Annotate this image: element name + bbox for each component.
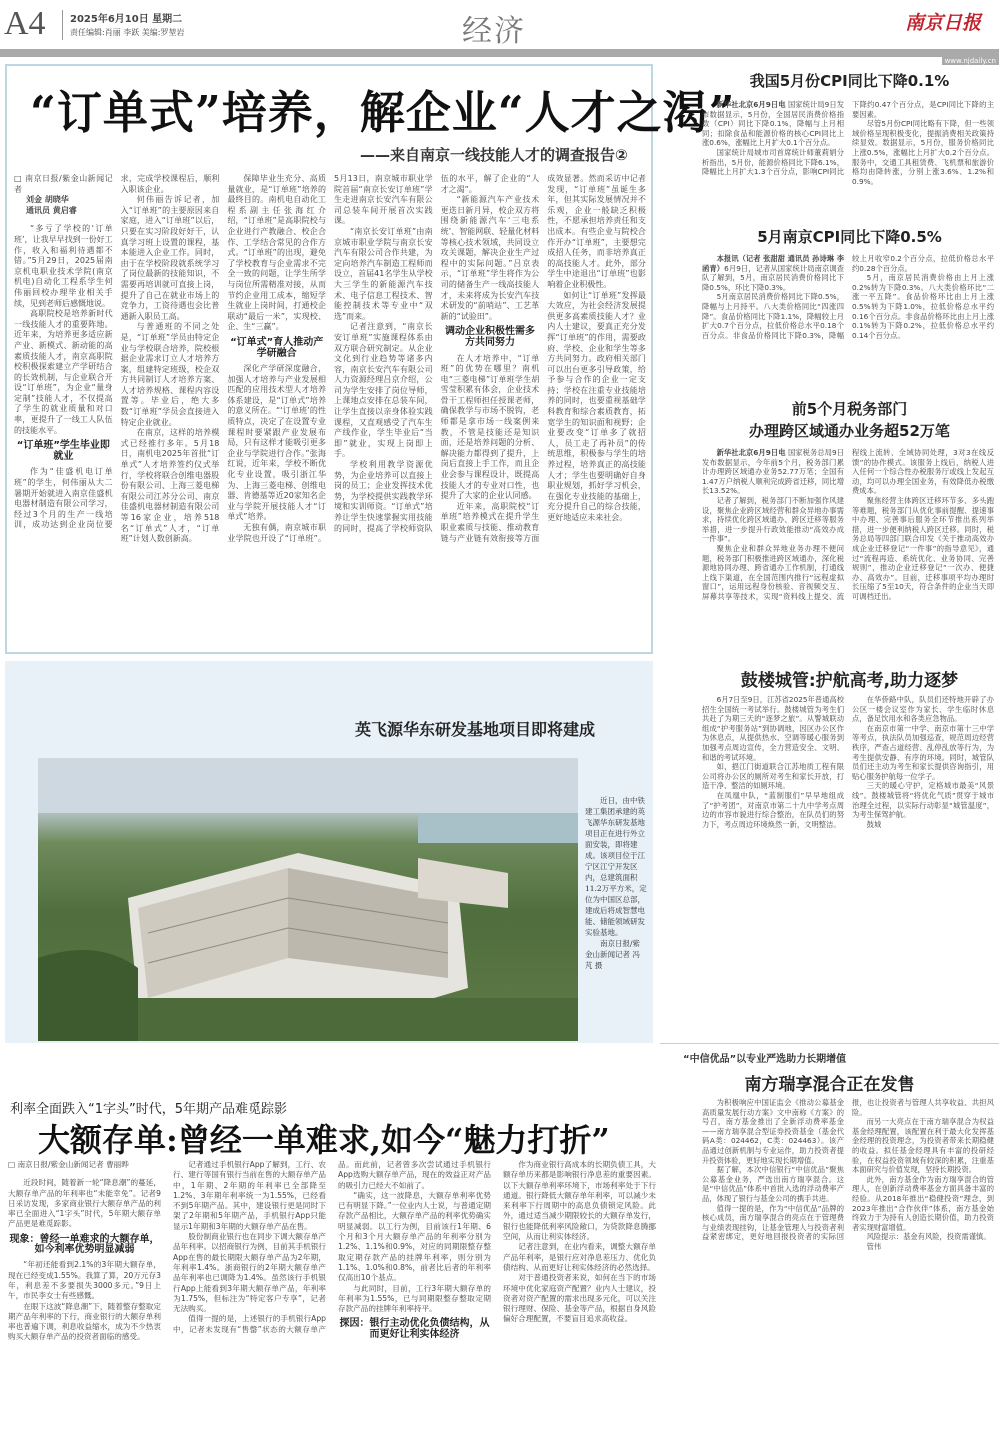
byline: □ 南京日报/紫金山新闻记者 曹丽晔 xyxy=(8,1160,129,1169)
text: 在南京市第一中学、南京市第十三中学等考点，执法队员加强巡查，规范周边经营秩序，严查占道经营、乱停乱放等行为，为考生提供安静、有序的环境。同时，城管队员们还主动为考生和家长提供咨询指引，用贴心服务护航每一位学子。 xyxy=(852,723,994,781)
paragraph xyxy=(503,1160,656,1242)
text: 对于普通投资者来说，如何在当下的市场环境中优化家庭资产配置？业内人士建议，投资者对资产配置的需求出现多元化，可以关注银行理财、保险、基金等产品，根据自身风险偏好合理配置，不要盲目追求高收益。 xyxy=(503,1273,656,1324)
paragraph xyxy=(852,1175,994,1233)
paragraph xyxy=(852,273,994,340)
text: 近段时间，随着新一轮“降息潮”的蔓延，大额存单产品的年利率也“未能幸免”。记者9日采访发现，多家商业银行大额存单产品的利率已全面进入“1字头”时代，5年期大额存单产品更是难觅踪影。 xyxy=(8,1178,161,1229)
header-bar xyxy=(0,49,999,57)
paragraph xyxy=(14,224,113,309)
subheading xyxy=(227,338,326,359)
text: 6月9日，记者从国家统计局南京调查队了解到，5月，南京居民消费价格同比下降0.5%，环比下降0.3%。 xyxy=(702,263,844,292)
paragraph xyxy=(121,195,220,322)
text: 保障毕业生充分、高质量就业，是“订单班”培养的最终目的。南机电自动化工程系副主任张海红介绍，“订单班”是高职院校与企业进行产教融合、校企合作、工学结合常见的合作方式。“订单班”的出现，避免了学校教育与企业需求不完全一致的问题，让学生所学与岗位所需精准对接，从而节约企业用工成本，缩短学生就业上岗时间，打通校企联动“最后一米”，实现校、企、生“三赢”。 xyxy=(227,174,326,332)
header-divider xyxy=(62,10,63,40)
text: “订单班”学生毕业即就业 xyxy=(16,440,110,462)
paragraph xyxy=(8,1178,161,1229)
text: 国家统计局城市司首席统计师董莉娟分析指出，5月份，能源价格同比下降6.1%，降幅比上月扩大1.3个百分点，影响CPI同比下降约0.47个百分点，是CPI同比下降的主要因素。 xyxy=(702,100,994,177)
fund-headline: 南方瑞享混合正在发售 xyxy=(744,1075,915,1095)
text: 值得一提的是，作为“中信优品”品牌的核心成员，南方瑞享混合的亮点在于管理费与业绩表现挂钩，让基金管理人与投资者利益紧密绑定，更好地回报投资者的实际回报，也让投资者与管理人共享收益、共担风险。 xyxy=(702,1098,994,1242)
paragraph xyxy=(121,428,220,545)
text: 与此同时，目前，工行3年期大额存单的年利率为1.55%，已与同期限整存整取定期存款产品的挂牌年利率持平。 xyxy=(338,1283,491,1314)
text: 在凤凰中队，“蓝制服们”早早地组成了“护考团”，对南京市第二十九中学考点周边的市容市貌进行综合整治，在队员们的努力下，考点周边环境焕然一新，文明整洁。 xyxy=(702,790,844,829)
text: “订单式”育人推动产学研融合 xyxy=(230,336,324,359)
paragraph xyxy=(702,791,844,829)
fund-body xyxy=(702,1098,994,1252)
text: 记者通过手机银行App了解到，工行、农行、建行等国有银行当前在售的大额存单产品中，1年期、2年期的年利率已全部降至1.2%、3年期年利率统一为1.55%，已经看不到5年期产品。其中，建设银行更是同时下架了2年期和5年期产品，手机银行App只能显示1年期和3年期的大额存单产品在售。 xyxy=(173,1160,326,1231)
paragraph xyxy=(852,1232,994,1242)
cpi-body xyxy=(702,100,994,186)
text: 尽管5月份CPI同比略有下降，但一些领域价格呈现积极变化，提振消费相关政策持续显效。数据显示，5月份，服务价格同比上涨0.5%，涨幅比上月扩大0.2个百分点。服务中，交通工具租赁费、飞机票和旅游价格均由降转涨，分别上涨3.6%、1.2%和0.9%。 xyxy=(852,119,994,186)
fund-kicker: “中信优品”以专业严选助力长期增值 xyxy=(683,1054,847,1065)
text: 作为商业银行高成本的长期负债工具，大额存单历来都是影响银行净息差的重要因素。以下大额存单利率环境下，市场利率处于下行通道。银行降低大额存单年利率，可以减少未来利率下行周期中的高息负债锁定风险。此外，通过适当减少期限较长的大额存单发行，银行也能降低利率风险敞口，为贷款降息腾挪空间，从而让利实体经济。 xyxy=(503,1160,656,1242)
paragraph xyxy=(334,322,433,460)
feature-headline: “订单式”培养，解企业“人才之渴” xyxy=(30,86,736,139)
text: 记者了解到，税务部门不断加强作风建设，聚焦企业跨区域经营和群众异地办事需求，持续优化跨区域通办、跨区迁移等服务举措，进一步提升行政效能推动“高效办成一件事”。 xyxy=(702,495,844,544)
paragraph xyxy=(338,1191,491,1284)
gulou-body xyxy=(702,695,994,829)
paragraph xyxy=(852,1117,994,1175)
deposit-kicker: 利率全面跌入“1字头”时代，5年期产品难觅踪影 xyxy=(10,1102,288,1117)
paragraph xyxy=(852,820,994,830)
text: 股份制商业银行也在同步下调大额存单产品年利率。以招商银行为例，目前其手机银行App在售的最长期限大额存单产品为2年期，年利率1.4%。浙商银行的2年期大额存单产品年利率也已调降为1.4%。虽然该行手机银行App上能看到3年期大额存单产品，年利率为1.75%，但标注为“特定客户专享”，记者无法购买。 xyxy=(173,1232,326,1314)
paragraph xyxy=(702,100,844,148)
paragraph xyxy=(8,1260,161,1301)
text: 而另一大亮点在于南方瑞享混合为权益基金经理配置，该配置在利于最大化发挥基金经理的投资理念，为投资者带来长期稳健的收益。拟任基金经理具有丰富的投研经验，在权益投资领域有较深的积累，注重基本面研究与价值发现，坚持长期投资。 xyxy=(852,1117,994,1175)
text: “多亏了学校的‘订单班’，让我早早找到一份好工作，收入和福利待遇都不错。”5月29日，2025届南京机电职业技术学院(南京机电)自动化工程系学生何伟丽回校办理毕业相关手续，见到老师后感慨地说。 xyxy=(14,224,113,308)
feature-subtitle: ——来自南京一线技能人才的调查报告② xyxy=(360,146,628,164)
photo-illustration xyxy=(38,758,578,1041)
text: “新能源汽车产业技术更迭日新月异，校企双方将围绕新能源汽车‘三电系统’、智能网联、轻量化材料等核心技术领域，共同设立攻关课题，解决企业生产过程中的实际问题。”吕京表示，“订单班”学生将作为公司的储备生产一线高技能人才，未来将成为长安汽车技术研发的“前哨站”、工艺革新的“试验田”。 xyxy=(440,195,540,321)
text: “年初还能看到2.1%的3年期大额存单，现在已经变成1.55%。我算了算，20万元存3年，利息差不多要损失3000多元。”9日上午，市民李女士有些感慨。 xyxy=(8,1260,161,1301)
text: 鼓城 xyxy=(866,819,882,829)
byline xyxy=(14,174,113,216)
paragraph xyxy=(121,322,220,428)
text: 管伟 xyxy=(866,1241,882,1251)
correspondent: 通讯员 黄启睿 xyxy=(26,205,77,215)
divider xyxy=(660,1043,999,1044)
dateline: 新华社北京6月9日电 xyxy=(716,100,786,109)
text: 国家统计局9日发布数据显示，5月份，全国居民消费价格指数（CPI）同比下降0.1%，降幅与上月相同；扣除食品和能源价格的核心CPI同比上涨0.6%，涨幅比上月扩大0.1个百分点。 xyxy=(702,100,845,148)
paragraph xyxy=(702,762,844,791)
text: 探因：银行主动优化负债结构，从而更好让利实体经济 xyxy=(339,1318,490,1340)
text: 在眼下这波“降息潮”下，随着整存整取定期产品年利率的下行，商业银行的大额存单利率也普遍下调，利息收益缩水，成为不少热衷购买大额存单产品的投资者面临的感受。 xyxy=(8,1301,161,1342)
paragraph xyxy=(173,1160,326,1232)
nanjing-cpi-body xyxy=(702,254,994,340)
page-number: A4 xyxy=(4,5,46,42)
cpi-headline: 我国5月份CPI同比下降0.1% xyxy=(749,72,950,90)
text: 为积极响应中国证监会《推动公募基金高质量发展行动方案》文中南称《方案》的号召，南方基金推出了全新浮动费率基金——南方瑞享混合型证券投资基金（基金代码A类：024462，C类：024463）。该产品通过创新机制与专业运作，助力投资者提升投资体验，更好地实现长期增值。 xyxy=(702,1098,844,1165)
text: 如，挹江门街道联合江苏地质工程有限公司将办公区的厕所对考生和家长开放，打造干净、整洁的如厕环境。 xyxy=(702,762,844,791)
text: 深化产学研深度融合，加强人才培养与产业发展相匹配的应用技术型人才培养体系建设，是“订单式”培养的意义所在。“‘订单班’的性质特点，决定了在设置专业课程时要紧跟产业发展布局，只有这样才能吸引更多企业与学院进行合作。”张海红说，近年来，学校不断优化专业设置，吸引浙江华为、上海三菱电梯、创维电器、肯德基等近20家知名企业与学院开展技能人才“订单式”培养。 xyxy=(227,364,326,522)
text: “南京长安订单班”由南京城市职业学院与南京长安汽车有限公司合作共建，为定向培养汽车制造工程师而设立，首届41名学生从学校大三学生的新能源汽车技术、电子信息工程技术、智能控制技术等专业中“双选”而来。 xyxy=(333,226,433,321)
subheading xyxy=(441,327,540,348)
tax-headline xyxy=(700,398,999,442)
issue-date: 2025年6月10日 星期二 xyxy=(70,14,183,25)
text: 记者注意到，“南京长安订单班”实施课程体系由双方联合研究制定。从企业文化到行业趋势等诸多内容，南京长安汽车有限公司人力资源经理吕京介绍，公司为学生安排了岗位导师，上课地点安排在总装车间，让学生直接以亲身体验实践课程，又直观感受了汽车生产线作业，学生毕业后“当即”就业，实现上岗即上手。 xyxy=(333,322,433,459)
text: 调动企业积极性需多方共同努力 xyxy=(444,326,535,348)
paragraph xyxy=(441,354,540,502)
text: 聚焦经营主体跨区迁移环节多、多头跑等难题，税务部门从优化事前提醒、提速事中办理、完善事后服务全环节推出系列举措，进一步便利纳税人跨区迁移。同时，税务总局等四部门联合印发《关于推动高效办成企业迁移登记“一件事”的指导意见》，通过“流程再造、系统优化、业务协同、完善规则”，推动企业迁移登记“一次办、便捷办、高效办”。目前，迁移事项平均办理时长压缩了5至10天，符合条件的企业当天即可调档迁出。 xyxy=(852,495,994,601)
photo-caption xyxy=(585,795,647,971)
paragraph xyxy=(547,291,646,524)
paragraph xyxy=(173,1232,326,1314)
text: 在华侨路中队，队员们还特地开辟了办公区一楼会议室作为家长、学生临时休息点，备足饮用水和各类应急物品。 xyxy=(852,695,994,724)
text: 近年来，高职院校“订单班”培养模式在提升学生职业素质与技能、推动教育链与产业链有效衔接等方面成效显著。然而采访中记者发现，“订单班”虽诞生多年，但其实际发展情况并不乐观，企业一般缺乏积极性，不愿承担培养责任和支出成本。有些企业与院校合作开办“订单班”，主要想完成招人任务，而非培养真正的高技能人才。此外，部分学生中途退出“订单班”也影响着企业积极性。 xyxy=(440,174,646,543)
gulou-headline: 鼓楼城管:护航高考,助力逐梦 xyxy=(740,671,959,691)
text: 如何让“订单班”发挥最大效应，为社会经济发展提供更多高素质技能人才？业内人士建议，要真正充分发挥“订单班”的作用，需要政府、学校、企业和学生等多方共同努力。政府相关部门可以出台更多引导政策，给予参与合作的企业一定支持；学校在注重专业技能培养的同时，也要重视基础学科教育和综合素质教育，拓宽学生的知识面和视野；企业要改变“订单多了就招人，员工走了再补员”的传统思维，积极参与学生的培养过程，培养真正的高技能人才；学生也要明确好自身职业规划，抓好学习机会，在强化专业技能的基础上，充分提升自己的综合技能，更好地适应未来社会。 xyxy=(547,290,646,522)
text: 学校利用教学资源优势，为企业培养可以直接上岗的员工；企业发挥技术优势，为学校提供实践教学环境和实训师资。“订单式”培养让学生快速掌握实用技能的同时，提高了学校师资队伍的水平，解了企业的“人才之渴”。 xyxy=(333,174,540,533)
paragraph xyxy=(14,309,113,436)
site-url[interactable]: www.njdaily.cn xyxy=(942,57,999,65)
section-title: 经济 xyxy=(462,14,526,49)
text: 风险提示：基金有风险，投资需谨慎。 xyxy=(866,1232,991,1242)
text: 高职院校是培养新时代一线技能人才的重要阵地。近年来，为培养更多适应新产业、新模式、新动能的高素质技能人才，南京高职院校积极探索建立产学研结合的长效机制，与企业联合开设“订单班”，为企业“量身定制”技能人才，不仅提高了学生的就业质量和对口率，更提升了一线工人队伍的技能水平。 xyxy=(14,309,113,435)
text: 5月南京居民消费价格同比下降0.5%，降幅与上月持平。八大类价格同比“四涨四降”。食品价格同比下降1.1%，降幅较上月扩大0.7个百分点，拉低价格总水平0.18个百分点。非食品价格同比下降0.3%，降幅较上月收窄0.2个百分点，拉低价格总水平约0.28个百分点。 xyxy=(702,254,994,340)
tax-headline-line1: 前5个月税务部门 xyxy=(791,400,908,418)
paragraph xyxy=(503,1273,656,1324)
paragraph xyxy=(441,195,540,322)
subheading xyxy=(8,1235,161,1256)
dateline: 本报讯（记者 张甜甜 通讯员 孙诗琳 李函青） xyxy=(702,254,844,273)
dateline: 新华社北京6月9日电 xyxy=(716,448,786,457)
text: 此外，南方基金作为南方瑞享混合的管理人，在创新浮动费率基金方面具备丰富的经验。从2018年推出“稳健投资”理念，到2023年推出“合作伙伴”体系，南方基金始终致力于为持有人创造长期价值，助力投资者实现财富增值。 xyxy=(852,1174,994,1232)
paragraph xyxy=(702,254,844,292)
text: 在人才培养中，“订单班”的优势在哪里？南机电“三菱电梯”订单班学生胡雪莹积累有体会，企业技术骨干工程师担任授课老师，确保教学与市场不脱钩，老师都是拿市场一线案例来教，不管是技能还是知识面，还是培养问题的分析、解决能力都得到了提升，上岗后直接上手工作，而且企业会参与课程设计，既提高技能人才的专业对口性，也提升了大家的企业认同感。 xyxy=(440,353,540,501)
paragraph xyxy=(503,1242,656,1273)
caption-text: 近日，由中铁建工集团承建的英飞源华东研发基地项目正在进行外立面安装，即将建成。该项目位于江宁区江宁开发区内，总建筑面积11.2万平方米，定位为中国区总部，建成后将成智慧电能、储能领域研发实验基地。 xyxy=(585,796,647,937)
paragraph xyxy=(334,227,433,322)
text: 5月，南京居民消费价格由上月上涨0.2%转为下降0.3%。八大类价格环比“二涨一平五降”。食品价格环比由上月上涨0.5%转为下降1.0%，拉低价格总水平约0.16个百分点。非食品价格环比由上月上涨0.1%转为下降0.2%，拉低价格总水平约0.14个百分点。 xyxy=(852,273,994,340)
paragraph xyxy=(702,448,844,496)
paragraph xyxy=(702,1098,844,1165)
paragraph xyxy=(852,119,994,186)
newspaper-logo: 南京日报 xyxy=(905,12,982,34)
text: “确实，这一波降息，大额存单利率优势已有明显下降。”一位业内人士说，与普通定期存款产品相比，大额存单产品的利率优势确实明显减弱。以工行为例，目前该行1年期、6个月和3个月大额存单产品的年利率分别为1.2%、1.1%和0.9%，对应的同期限整存整取定期存款产品的挂牌年利率，则分别为1.1%、1.0%和0.8%，前者比后者的年利率仅高出10个基点。 xyxy=(338,1190,491,1283)
paragraph xyxy=(702,1165,844,1203)
text: 何伟丽告诉记者，加入“订单班”的主要原因来自家庭，进入“订单班”以后，只要在实习阶段好好干，认真学习班上设置的课程，基本能进入企业工作。同时，由于在学校阶段就系统学习了岗位最新的技能知识，不需要再培训就可直接上岗，提升了自己在就业市场上的竞争力，工资待遇也会比普通新入职员工高。 xyxy=(120,195,220,321)
paragraph xyxy=(227,364,326,523)
text: 作为“佳盛机电订单班”的学生，何伟丽从大二暑期开始就进入南京佳盛机电器材制造有限公司学习，经过3个月的生产一线培训，成功达到企业岗位要求，完成学校课程后，顺利入职该企业。 xyxy=(14,174,220,530)
tax-headline-line2: 办理跨区域通办业务超52万笔 xyxy=(749,422,950,440)
construction-site-photo xyxy=(38,758,578,1041)
paragraph xyxy=(852,695,994,724)
byline-text: □ 南京日报/紫金山新闻记者 xyxy=(14,174,113,194)
nanjing-cpi-headline: 5月南京CPI同比下降0.5% xyxy=(757,228,942,246)
paragraph xyxy=(702,496,844,544)
paragraph xyxy=(852,1242,994,1252)
text: 三天的暖心守护，定格城市最美“风景线”。鼓楼城管将“将优化气质”贯穿于城市治理全过程，以实际行动彰显“城管温度”，为考生保驾护航。 xyxy=(852,781,994,820)
deposit-body xyxy=(8,1160,656,1343)
paragraph xyxy=(852,724,994,782)
subheading xyxy=(338,1319,491,1340)
text: 在南京，这样的培养模式已经推行多年。5月18日，南机电2025年首批“订单式”人才培养签约仪式举行，学校将联合创维电器股份有限公司、上海三菱电梯有限公司江苏分公司、南京佳盛机电器材制造有限公司等16家企业，培养518名“订单式”人才，“订单班”计划人数创新高。 xyxy=(120,428,220,544)
editors-credit: 责任编辑:肖丽 李跃 美编:罗堃岩 xyxy=(70,28,185,37)
text: 6月7日至9日，江苏省2025年普通高校招生全国统一考试举行。鼓楼城管为考生们共赴了为期三天的“逐梦之旅”。从警城联动组成“护考服务站”到协调地，因区办公区作为休息点，从提供热水、空调等暖心服务到加强考点周边宣传，全力营造安全、文明、和谐的考试环境。 xyxy=(702,695,844,762)
photo-headline: 英飞源华东研发基地项目即将建成 xyxy=(355,720,596,739)
paragraph xyxy=(852,496,994,602)
paragraph xyxy=(852,781,994,819)
text: 国家税务总局9日发布数据显示，今年前5个月，税务部门累计办理跨区域通办业务52.77万笔；全国有1.47万户纳税人顺利完成跨省迁移，同比增长13.52%。 xyxy=(702,448,845,496)
authors: 刘金 胡晓华 xyxy=(26,195,69,205)
paragraph xyxy=(8,1302,161,1343)
paragraph xyxy=(338,1284,491,1315)
text: 无独有偶，南京城市职业学院也开设了“订单班”。5月13日，南京城市职业学院首届“南京长安订单班”学生走进南京长安汽车有限公司总装车间开展首次实践课。 xyxy=(227,174,433,543)
text: 值得一提的是，上述银行的手机银行App中，记者未发现有“售罄”状态的大额存单产品。而此前，记者曾多次尝试通过手机银行App选购大额存单产品，现在的效益正对产品的吸引力已经大不如前了。 xyxy=(173,1160,491,1334)
text: 聚焦企业和群众异地业务办理不便问题，税务部门积极推进跨区域通办，深化税源地协同办理、跨省通办工作机制，打通线上线下渠道，在全国范围内推行“远程虚拟窗口”，运用远程身份核验、音视频交互、屏幕共享等技术，实现“资料线上提交、流程线上流转、全域协同处理，3对3在线反馈”的协作模式。该服务上线后，纳税人进入任何一个综合性办税服务厅或线上发起互动，均可以办理全国业务，有效降低办税缴费成本。 xyxy=(702,448,994,601)
feature-body xyxy=(14,174,646,545)
photo-credit: 南京日报/紫金山新闻记者 冯芃 摄 xyxy=(585,939,641,970)
subheading xyxy=(14,441,113,462)
tax-body xyxy=(702,448,994,602)
paragraph xyxy=(702,695,844,762)
text: 据了解，本次中信银行“中信优品”聚焦公募基金业务，严选出南方瑞享混合。这是“中信优品”体系中首批入选的浮动费率产品，体现了银行与基金公司的携手共进。 xyxy=(702,1165,844,1203)
text: 与普通班的不同之处是，“订单班”学员由特定企业与学校联合培养，院校根据企业需求订立人才培养方案，组建特定班级，校企双方共同制订人才培养方案、人才培养规格、课程内容设置等。毕业后，绝大多数“订单班”学员会直接进入特定企业就业。 xyxy=(120,322,220,427)
deposit-headline: 大额存单:曾经一单难求,如今“魅力打折” xyxy=(38,1121,610,1159)
paragraph xyxy=(227,174,326,333)
text: 记者注意到，在业内看来，调整大额存单产品年利率，是银行应对净息差压力、优化负债结构、从而更好让利实体经济的必然选择。 xyxy=(503,1242,656,1272)
text: 现象：曾经一单难求的大额存单，如今利率优势明显减弱 xyxy=(9,1233,160,1256)
